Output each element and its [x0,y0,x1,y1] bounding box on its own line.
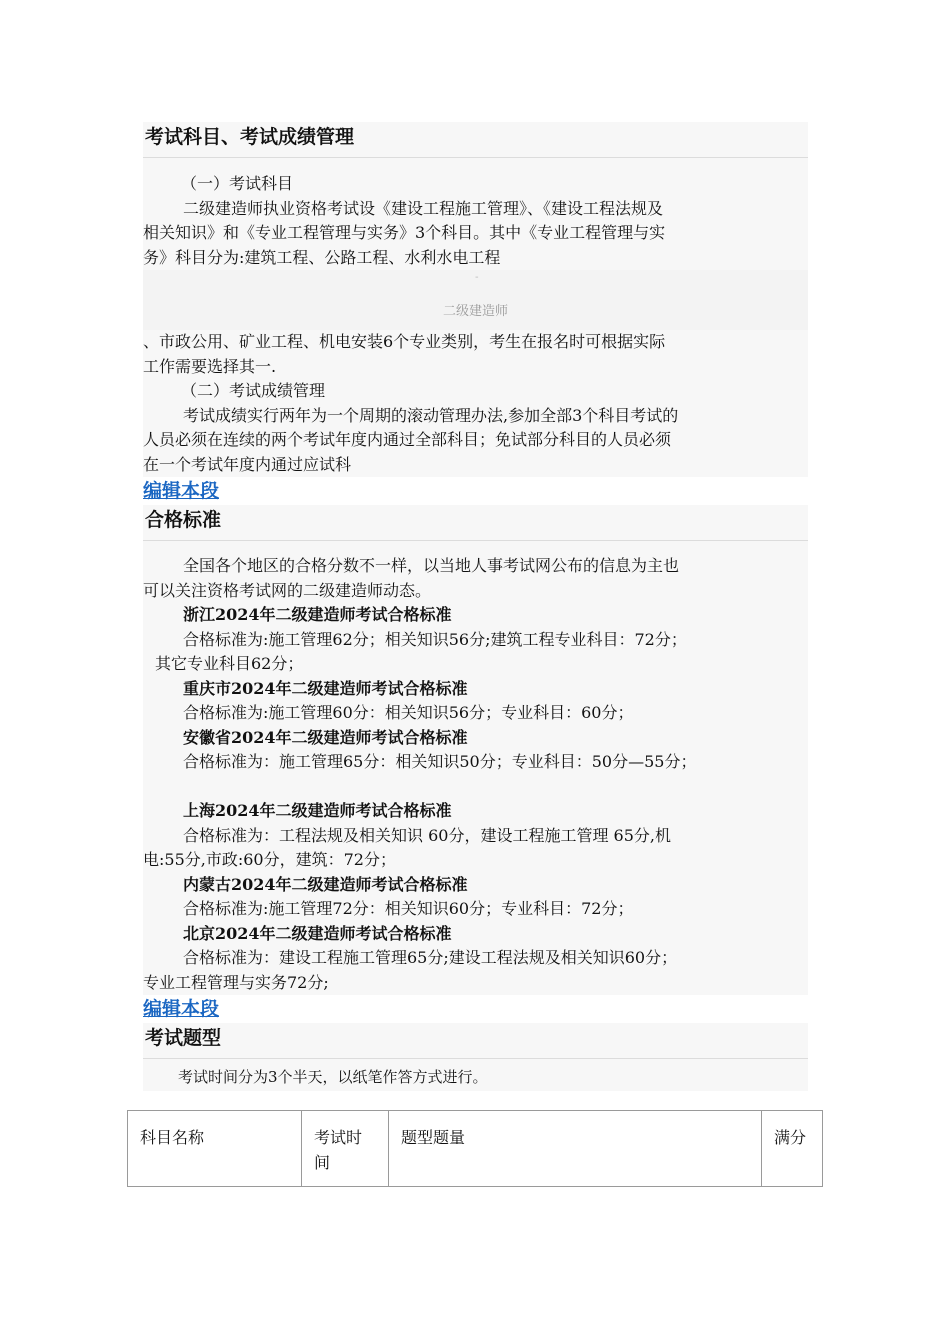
standard-detail: 合格标准为:施工管理60分：相关知识56分；专业科目：60分； [183,703,634,722]
section-pass-standard [143,505,808,995]
paragraph-line: 考试成绩实行两年为一个周期的滚动管理办法,参加全部3个科目考试的 [183,405,679,425]
table-header-row [128,1111,823,1187]
standard-title-zhejiang: 浙江2024年二级建造师考试合格标准 [183,605,452,624]
section-heading: 考试科目、考试成绩管理 [143,122,808,158]
standard-detail: 合格标准为：施工管理65分：相关知识50分；专业科目：50分—55分； [183,752,697,771]
standard-detail: 合格标准为:施工管理62分；相关知识56分;建筑工程专业科目：72分； [183,629,687,649]
exam-time-note: 考试时间分为3个半天，以纸笔作答方式进行。 [178,1068,488,1086]
paragraph-line: 相关知识》和《专业工程管理与实务》3个科目。其中《专业工程管理与实 [143,223,666,242]
section-exam-subjects-cont [143,330,808,477]
standard-detail: 专业工程管理与实务72分; [143,972,329,992]
standard-title-neimenggu: 内蒙古2024年二级建造师考试合格标准 [183,874,468,894]
header-subject-name: 科目名称 [128,1111,302,1187]
standard-detail: 合格标准为：工程法规及相关知识 60分，建设工程施工管理 65分,机 [183,825,671,845]
paragraph-line: 务》科目分为:建筑工程、公路工程、水利水电工程 [143,247,501,267]
section-heading: 考试题型 [143,1023,808,1059]
edit-section-link[interactable]: 编辑本段 [143,480,220,502]
paragraph-line: 人员必须在连续的两个考试年度内通过全部科目；免试部分科目的人员必须 [143,430,672,449]
standard-title-shanghai: 上海2024年二级建造师考试合格标准 [183,801,452,820]
blank-line [143,775,808,800]
image-caption: 二级建造师 [442,304,508,319]
edit-section-link[interactable]: 编辑本段 [143,998,220,1020]
image-placeholder-mark: - [475,272,479,283]
subheading-score-management: （二）考试成绩管理 [181,381,326,400]
paragraph-line: 可以关注资格考试网的二级建造师动态。 [143,580,432,600]
standard-title-beijing: 北京2024年二级建造师考试合格标准 [183,923,452,943]
paragraph-line: 、市政公用、矿业工程、机电安装6个专业类别，考生在报名时可根据实际 [143,332,666,351]
paragraph-line: 工作需要选择其一. [143,356,277,376]
standard-detail: 其它专业科目62分； [155,654,304,673]
header-exam-time: 考试时间 [302,1111,389,1187]
header-full-score: 满分 [762,1111,823,1187]
standard-detail: 合格标准为：建设工程施工管理65分;建设工程法规及相关知识60分； [183,948,678,967]
section-heading: 合格标准 [143,505,808,541]
paragraph-line: 全国各个地区的合格分数不一样，以当地人事考试网公布的信息为主也 [183,556,680,575]
header-question-type: 题型题量 [389,1111,762,1187]
standard-title-chongqing: 重庆市2024年二级建造师考试合格标准 [183,678,468,698]
standard-detail: 合格标准为:施工管理72分：相关知识60分；专业科目：72分； [183,899,634,918]
section-exam-subjects [143,122,808,270]
subheading-subjects: （一）考试科目 [181,174,294,193]
paragraph-line: 在一个考试年度内通过应试科 [143,454,352,474]
section-exam-format [143,1023,808,1091]
standard-detail: 电:55分,市政:60分，建筑：72分； [143,850,396,869]
standard-title-anhui: 安徽省2024年二级建造师考试合格标准 [183,727,468,747]
image-caption-area [143,270,808,330]
article-content [143,122,808,1091]
exam-format-table [127,1110,823,1187]
paragraph-line: 二级建造师执业资格考试设《建设工程施工管理》、《建设工程法规及 [183,198,664,218]
